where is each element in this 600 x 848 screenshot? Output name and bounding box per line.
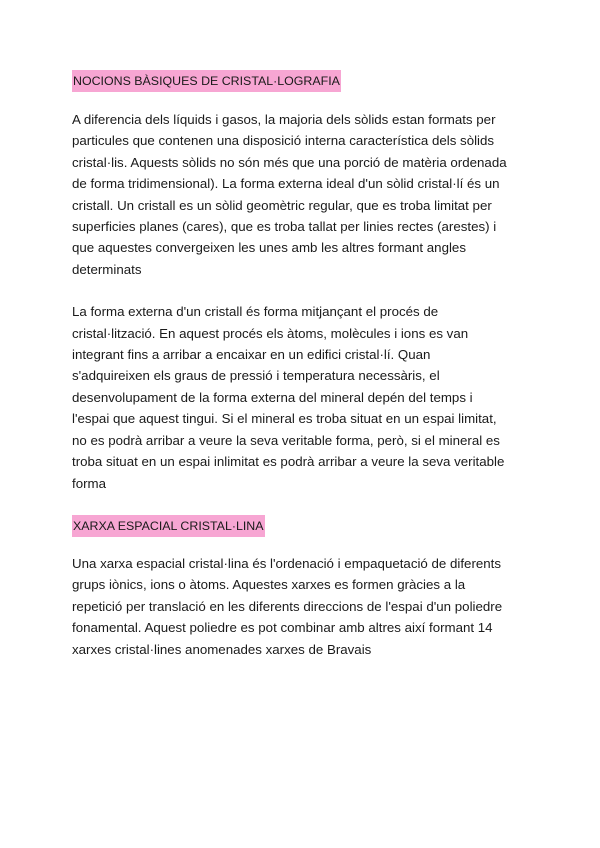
paragraph-solids-cristallins: A diferencia dels líquids i gasos, la majoria dels sòlids estan formats per particules que contenen una disposició interna característica dels sòlids cristal·lis. Aquests sòlids no són més que una porció de matèria ordenada de forma tridimensional). La forma externa ideal d'un sòlid cristal·lí és un cristall. Un cristall es un sòlid geomètric regular, que es troba limitat per superficies planes (cares), que es troba tallat per linies rectes (arestes) i que aquestes convergeixen les unes amb les altres formant angles determinats bbox=[72, 112, 507, 277]
document-body bbox=[72, 70, 534, 660]
paragraph-cristallitzacio: La forma externa d'un cristall és forma mitjançant el procés de cristal·lització. En aquest procés els àtoms, molècules i ions es van integrant fins a arribar a encaixar en un edifici cristal·lí. Quan s'adquireixen els graus de pressió i temperatura necessàris, el desenvolupament de la forma externa del mineral depén del temps i l'espai que aquest tingui. Si el mineral es troba situat en un espai limitat, no es podrà arribar a veure la seva veritable forma, però, si el mineral es troba situat en un espai inlimitat es podrà arribar a veure la seva veritable forma bbox=[72, 304, 505, 491]
section-heading-xarxa-espacial: XARXA ESPACIAL CRISTAL·LINA bbox=[72, 515, 265, 537]
section-heading-nocions-basiques: NOCIONS BÀSIQUES DE CRISTAL·LOGRAFIA bbox=[72, 70, 341, 92]
paragraph-xarxa-espacial: Una xarxa espacial cristal·lina és l'ordenació i empaquetació de diferents grups iònics, ions o àtoms. Aquestes xarxes es formen gràcies a la repetició per translació en les diferents direccions de l'espai d'un poliedre fonamental. Aquest poliedre es pot combinar amb altres així formant 14 xarxes cristal·lines anomenades xarxes de Bravais bbox=[72, 555, 503, 657]
section-xarxa bbox=[72, 515, 534, 537]
section-nocions bbox=[72, 70, 534, 92]
